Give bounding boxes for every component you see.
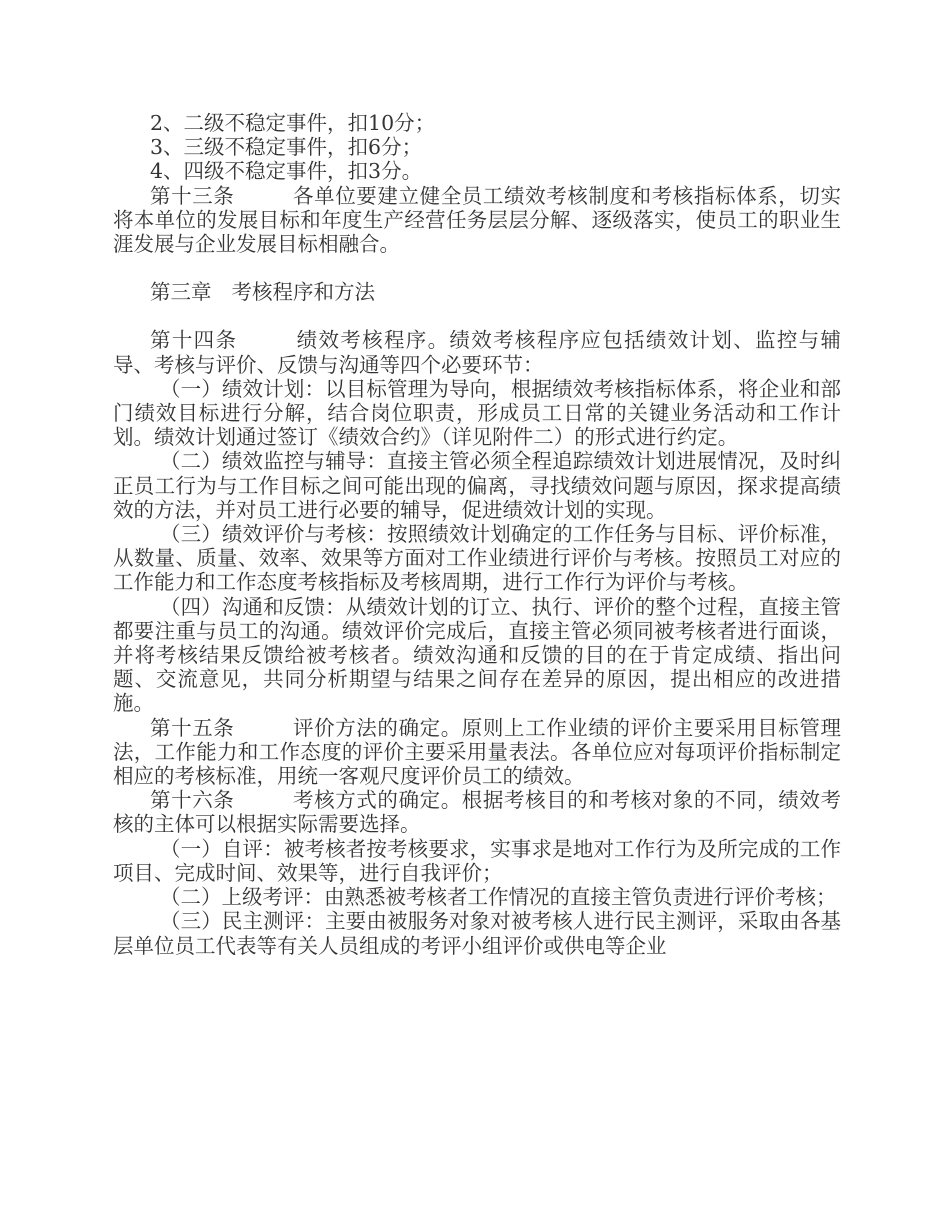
article-16-sub-2-text: （二）上级考评：由熟悉被考核者工作情况的直接主管负责进行评价考核；: [160, 885, 837, 910]
chapter-title: 考核程序和方法: [231, 280, 375, 305]
article-14-sub-2: [113, 449, 841, 522]
article-16: [113, 788, 841, 836]
article-14-sub-4: [113, 595, 841, 716]
article-16-sub-1: [113, 837, 841, 885]
article-14-text: 绩效考核程序。绩效考核程序应包括绩效计划、监控与辅导、考核与评价、反馈与沟通等四个必要环节：: [113, 328, 842, 377]
chapter-heading: [113, 280, 841, 304]
item-3-text: 3、三级不稳定事件，扣6分；: [150, 135, 423, 160]
item-4: [113, 159, 841, 183]
item-2-text: 2、二级不稳定事件，扣10分；: [150, 111, 436, 135]
article-14-sub-1: [113, 377, 841, 450]
article-14-sub-3: [113, 522, 841, 595]
article-16-sub-2: [113, 885, 841, 909]
article-14-sub-2-text: （二）绩效监控与辅导：直接主管必须全程追踪绩效计划进展情况，及时纠正员工行为与工作目标之间可能出现的偏离，寻找绩效问题与原因，探求提高绩效的方法，并对员工进行必要的辅导，促进绩效计划的实现。: [113, 449, 841, 522]
article-14-sub-4-text: （四）沟通和反馈：从绩效计划的订立、执行、评价的整个过程，直接主管都要注重与员工的沟通。绩效评价完成后，直接主管必须同被考核者进行面谈，并将考核结果反馈给被考核者。绩效沟通和反馈的目的在于肯定成绩、指出问题、交流意见，共同分析期望与结果之间存在差异的原因，提出相应的改进措施。: [113, 594, 841, 716]
chapter-number: 第三章: [150, 280, 212, 305]
article-14: [113, 328, 841, 376]
article-16-sub-3-text: （三）民主测评：主要由被服务对象对被考核人进行民主测评，采取由各基层单位员工代表等有关人员组成的考评小组评价或供电等企业: [113, 909, 841, 958]
article-16-sub-1-text: （一）自评：被考核者按考核要求，实事求是地对工作行为及所完成的工作项目、完成时间、效果等，进行自我评价；: [113, 836, 841, 885]
article-14-sub-1-text: （一）绩效计划：以目标管理为导向，根据绩效考核指标体系，将企业和部门绩效目标进行分解，结合岗位职责，形成员工日常的关键业务活动和工作计划。绩效计划通过签订《绩效合约》（详见附件二）的形式进行约定。: [113, 376, 841, 450]
article-14-sub-3-text: （三）绩效评价与考核：按照绩效计划确定的工作任务与目标、评价标准，从数量、质量、效率、效果等方面对工作业绩进行评价与考核。按照员工对应的工作能力和工作态度考核指标及考核周期，进行工作行为评价与考核。: [113, 522, 841, 595]
article-16-sub-3: [113, 909, 841, 957]
article-16-label: 第十六条: [150, 788, 235, 813]
document-page: [113, 111, 841, 958]
article-15-label: 第十五条: [150, 715, 235, 740]
article-13: [113, 184, 841, 257]
article-15-text: 评价方法的确定。原则上工作业绩的评价主要采用目标管理法，工作能力和工作态度的评价主要采用量表法。各单位应对每项评价指标制定相应的考核标准，用统一客观尺度评价员工的绩效。: [113, 715, 842, 789]
article-13-label: 第十三条: [150, 183, 235, 208]
article-16-text: 考核方式的确定。根据考核目的和考核对象的不同，绩效考核的主体可以根据实际需要选择。: [113, 788, 842, 837]
item-4-text: 4、四级不稳定事件，扣3分。: [150, 159, 423, 184]
item-2: [113, 111, 841, 135]
item-3: [113, 135, 841, 159]
article-13-text: 各单位要建立健全员工绩效考核制度和考核指标体系，切实将本单位的发展目标和年度生产经营任务层层分解、逐级落实，使员工的职业生涯发展与企业发展目标相融合。: [113, 183, 842, 257]
article-14-label: 第十四条: [150, 328, 238, 353]
article-15: [113, 716, 841, 789]
